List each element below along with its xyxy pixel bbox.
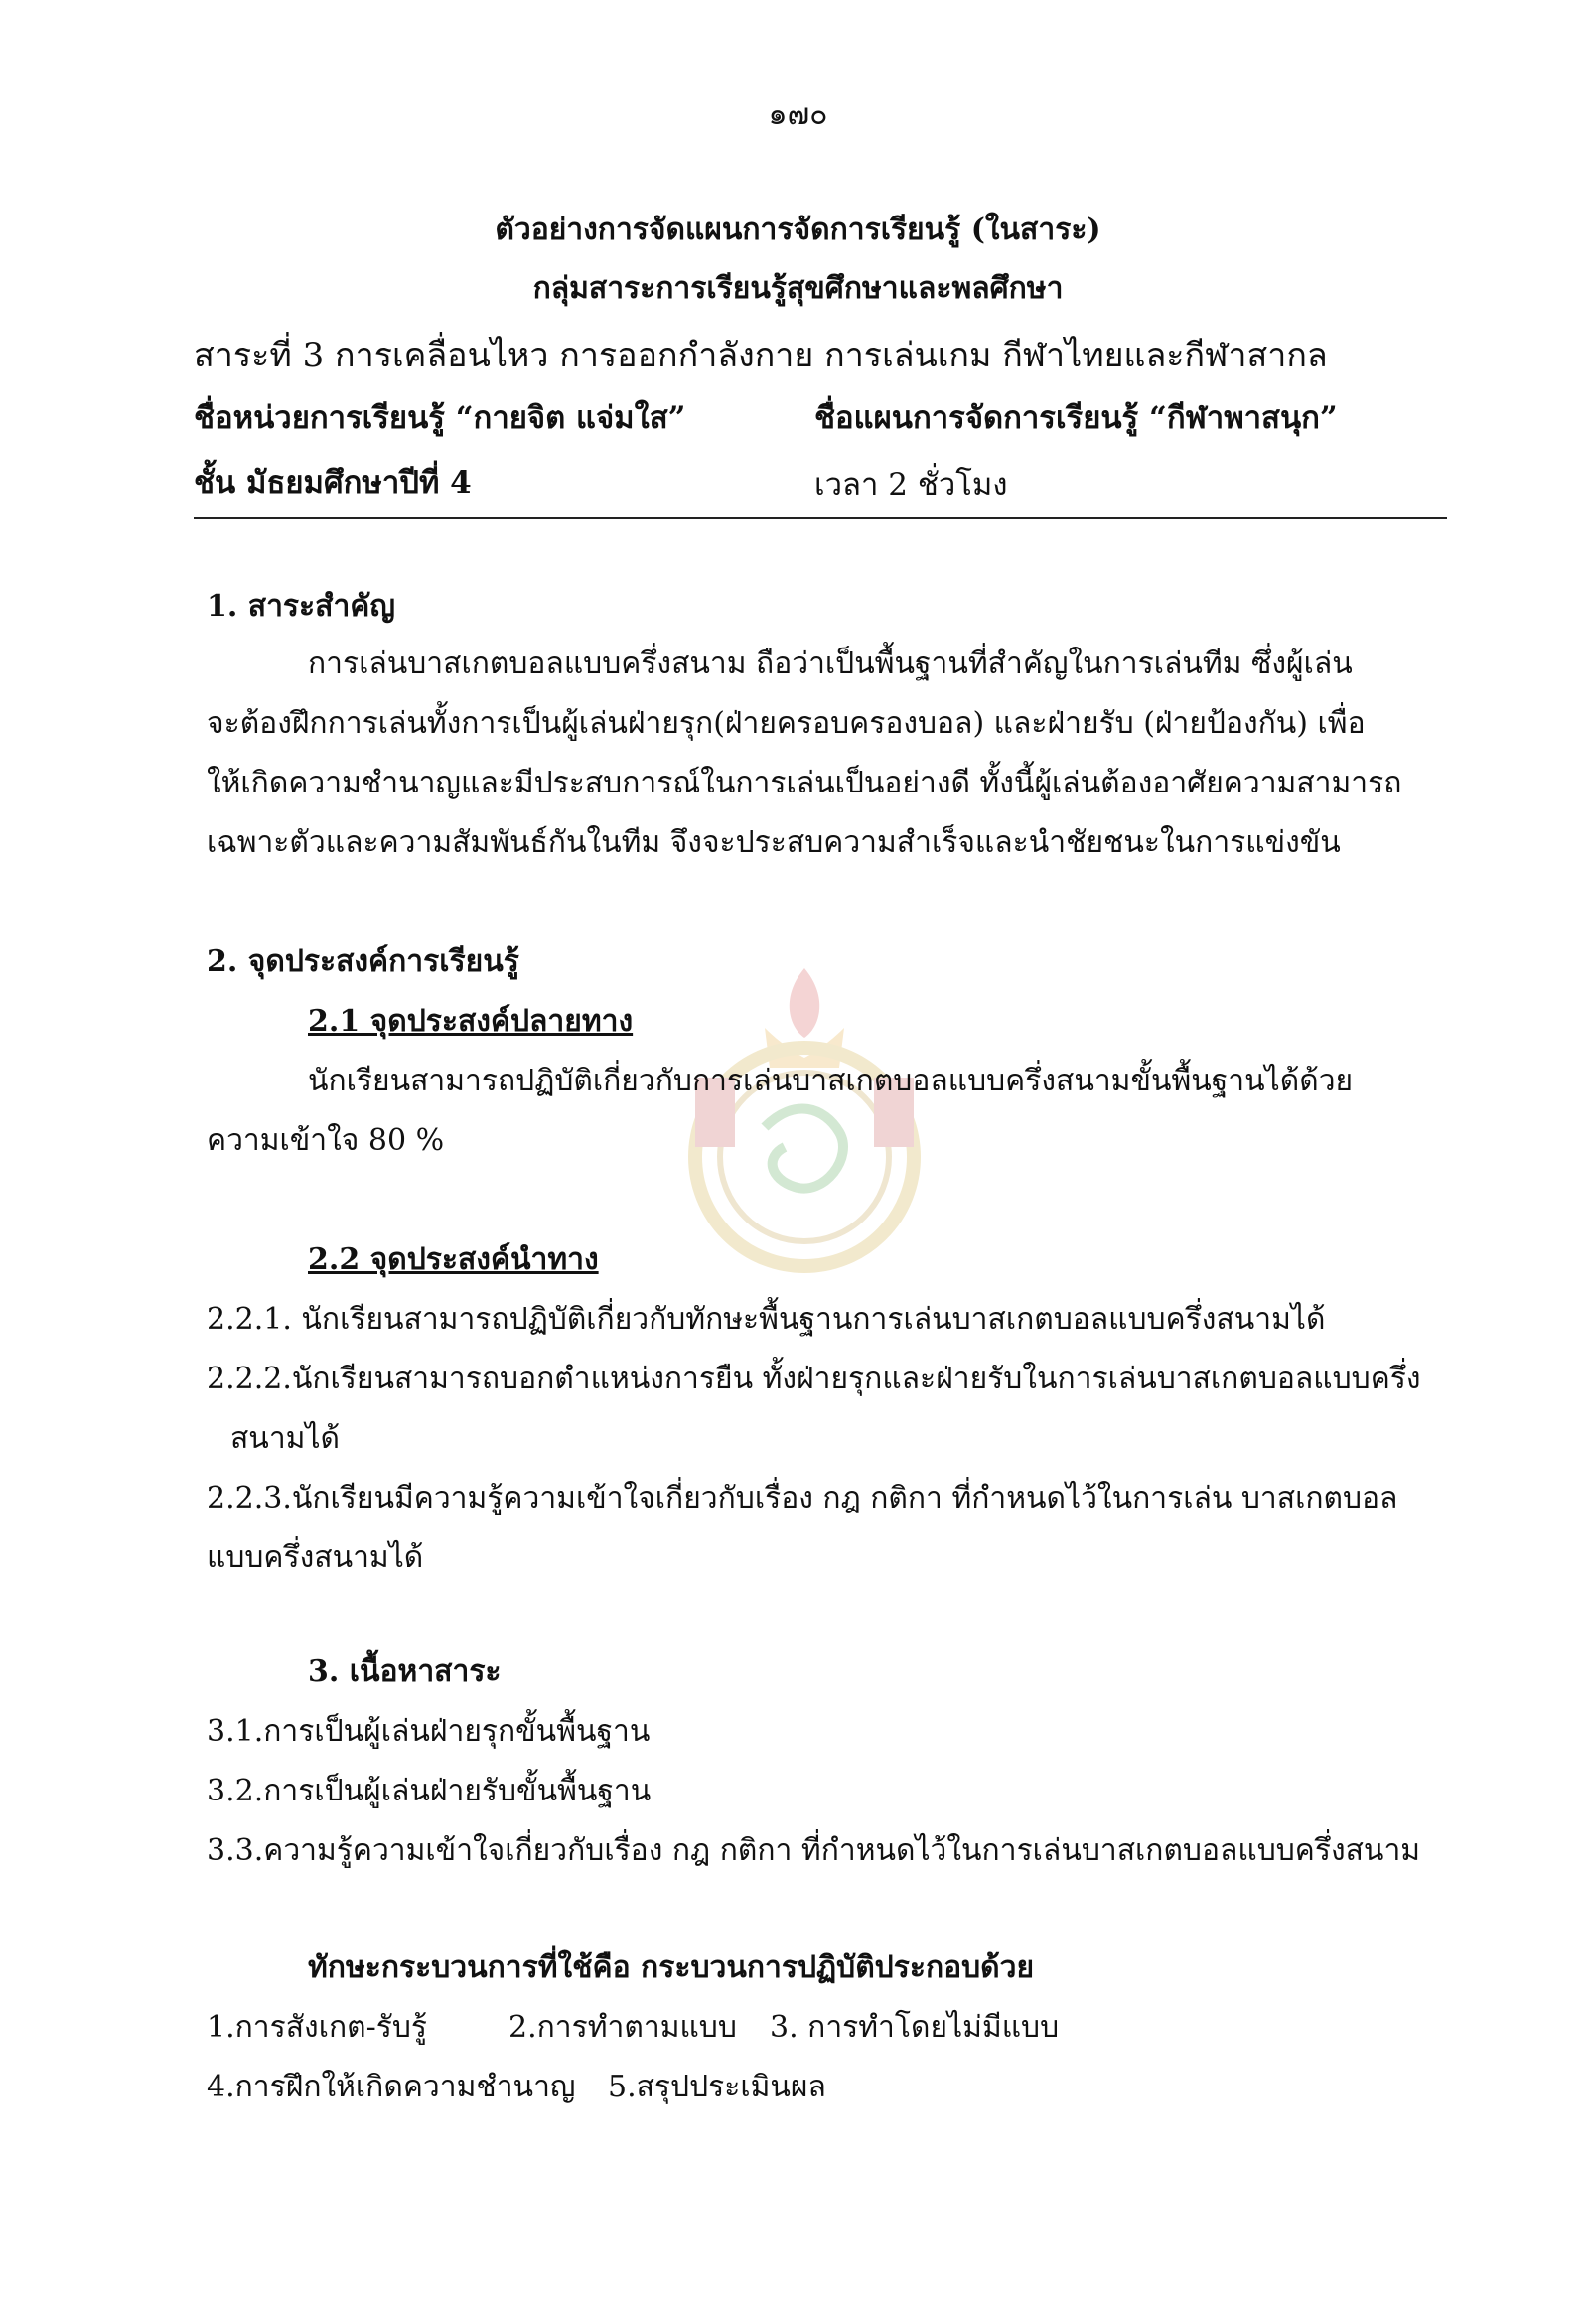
section3-line: 3.2.การเป็นผู้เล่นฝ่ายรับขั้นพื้นฐาน (207, 1774, 652, 1808)
doc-title: ตัวอย่างการจัดแผนการจัดการเรียนรู้ (ในสาระ) (495, 213, 1101, 247)
section1-line: จะต้องฝึกการเล่นทั้งการเป็นผู้เล่นฝ่ายรุก(ฝ่ายครอบครองบอล) และฝ่ายรับ (ฝ่ายป้องกัน) เพื่อ (207, 706, 1366, 741)
section2-2-line: สนามได้ (230, 1421, 341, 1456)
emblem-watermark-icon (655, 958, 953, 1286)
section1-heading: 1. สาระสำคัญ (207, 589, 395, 624)
time-line: เวลา 2 ชั่วโมง (814, 467, 1008, 503)
section2-2-line: แบบครึ่งสนามได้ (207, 1540, 424, 1575)
section1-line: การเล่นบาสเกตบอลแบบครึ่งสนาม ถือว่าเป็นพื้นฐานที่สำคัญในการเล่นทีม ซึ่งผู้เล่น (308, 647, 1353, 681)
section2-2-line: 2.2.2.นักเรียนสามารถบอกตำแหน่งการยืน ทั้งฝ่ายรุกและฝ่ายรับในการเล่นบาสเกตบอลแบบครึ่ง (207, 1362, 1421, 1396)
strand-line: สาระที่ 3 การเคลื่อนไหว การออกกำลังกาย การเล่นเกม กีฬาไทยและกีฬาสากล (194, 336, 1328, 375)
page-number: ๑๗๐ (768, 97, 828, 132)
unit-name: ชื่อหน่วยการเรียนรู้ “กายจิต แจ่มใส” (194, 400, 686, 436)
skill-step: 2.การทำตามแบบ (508, 2010, 737, 2045)
skill-step: 4.การฝึกให้เกิดความชำนาญ (207, 2070, 576, 2104)
skill-step: 5.สรุปประเมินผล (608, 2070, 826, 2104)
header-divider (194, 517, 1447, 519)
section2-1-line: ความเข้าใจ 80 % (207, 1123, 445, 1158)
section3-line: 3.1.การเป็นผู้เล่นฝ่ายรุกขั้นพื้นฐาน (207, 1714, 651, 1749)
section2-1-line: นักเรียนสามารถปฏิบัติเกี่ยวกับการเล่นบาสเกตบอลแบบครึ่งสนามขั้นพื้นฐานได้ด้วย (308, 1064, 1354, 1098)
section3-line: 3.3.ความรู้ความเข้าใจเกี่ยวกับเรื่อง กฎ กติกา ที่กำหนดไว้ในการเล่นบาสเกตบอลแบบครึ่งสนาม (207, 1833, 1421, 1868)
doc-subtitle: กลุ่มสาระการเรียนรู้สุขศึกษาและพลศึกษา (532, 271, 1064, 306)
section3-heading: 3. เนื้อหาสาระ (308, 1655, 502, 1689)
section2-2-line: 2.2.1. นักเรียนสามารถปฏิบัติเกี่ยวกับทักษะพื้นฐานการเล่นบาสเกตบอลแบบครึ่งสนามได้ (207, 1302, 1326, 1337)
skills-heading: ทักษะกระบวนการที่ใช้คือ กระบวนการปฏิบัติประกอบด้วย (308, 1950, 1035, 1985)
plan-name: ชื่อแผนการจัดการเรียนรู้ “กีฬาพาสนุก” (814, 400, 1338, 436)
section1-line: เฉพาะตัวและความสัมพันธ์กันในทีม จึงจะประสบความสำเร็จและนำชัยชนะในการแข่งขัน (207, 825, 1341, 860)
section2-2-line: 2.2.3.นักเรียนมีความรู้ความเข้าใจเกี่ยวกับเรื่อง กฎ กติกา ที่กำหนดไว้ในการเล่น บาสเกตบอล (207, 1481, 1398, 1515)
section2-1-heading: 2.1 จุดประสงค์ปลายทาง (308, 1004, 634, 1039)
section2-heading: 2. จุดประสงค์การเรียนรู้ (207, 944, 519, 979)
section2-2-heading: 2.2 จุดประสงค์นำทาง (308, 1242, 599, 1277)
section1-line: ให้เกิดความชำนาญและมีประสบการณ์ในการเล่นเป็นอย่างดี ทั้งนี้ผู้เล่นต้องอาศัยความสามารถ (207, 766, 1402, 800)
skill-step: 3. การทำโดยไม่มีแบบ (770, 2010, 1060, 2045)
grade-line: ชั้น มัธยมศึกษาปีที่ 4 (194, 465, 472, 501)
skill-step: 1.การสังเกต-รับรู้ (207, 2010, 428, 2045)
